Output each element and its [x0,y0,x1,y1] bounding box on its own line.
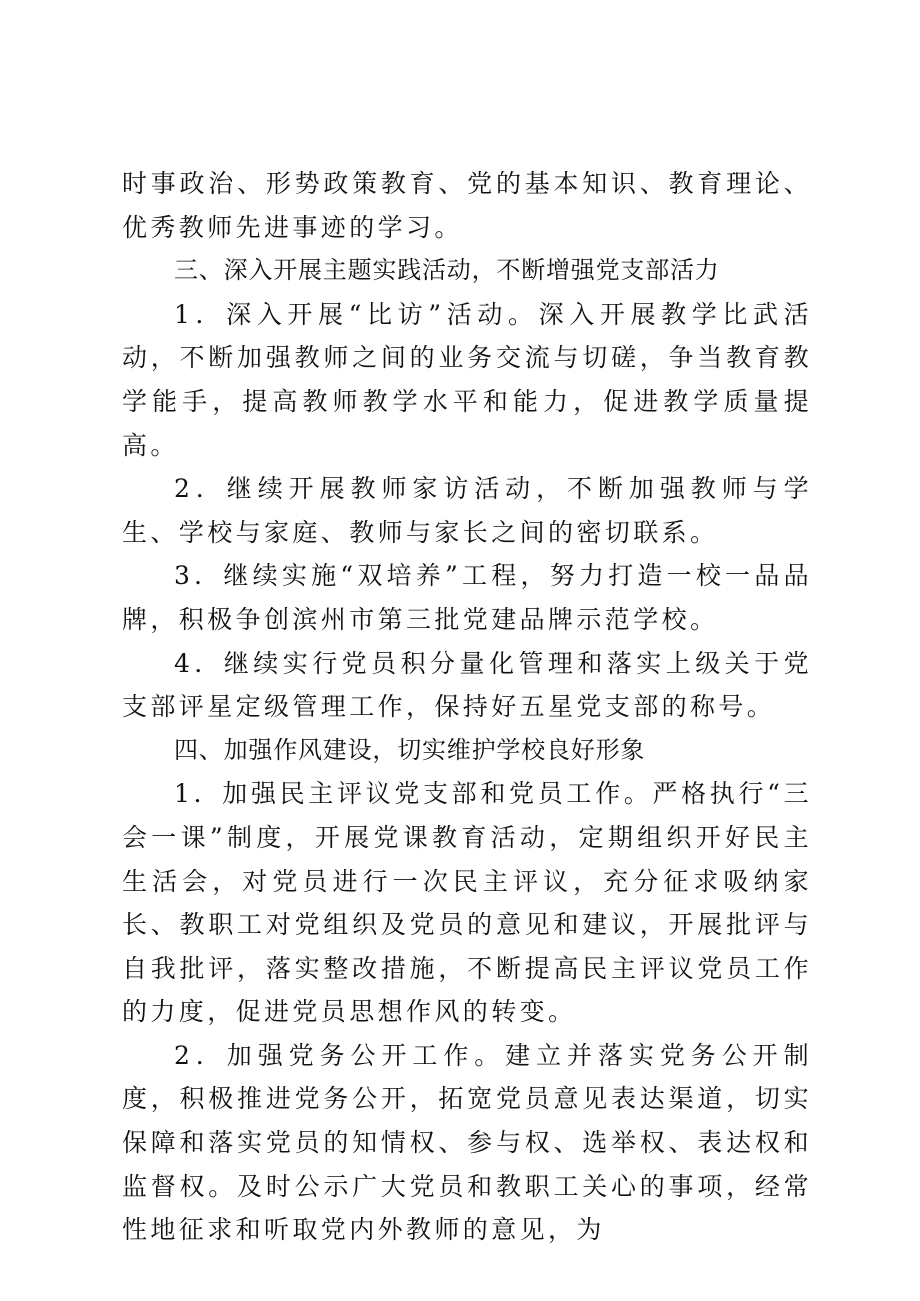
body-paragraph: 2．加强党务公开工作。建立并落实党务公开制度，积极推进党务公开，拓宽党员意见表达渠道，切实保障和落实党员的知情权、参与权、选举权、表达权和监督权。及时公示广大党员和教职工关心的事项，经常性地征求和听取党内外教师的意见，为 [122,1040,812,1245]
document-body [122,162,812,1252]
section-heading: 三、深入开展主题实践活动，不断增强党支部活力 [174,256,720,285]
body-paragraph: 1．加强民主评议党支部和党员工作。严格执行“三会一课”制度，开展党课教育活动，定期组织开好民主生活会，对党员进行一次民主评议，充分征求吸纳家长、教职工对党组织及党员的意见和建议，开展批评与自我批评，落实整改措施，不断提高民主评议党员工作的力度，促进党员思想作风的转变。 [122,779,812,1027]
body-paragraph: 时事政治、形势政策教育、党的基本知识、教育理论、优秀教师先进事迹的学习。 [122,169,812,242]
body-paragraph: 3．继续实施“双培养”工程，努力打造一校一品品牌，积极争创滨州市第三批党建品牌示范学校。 [122,561,812,634]
body-paragraph: 4．继续实行党员积分量化管理和落实上级关于党支部评星定级管理工作，保持好五星党支部的称号。 [122,648,812,722]
body-paragraph: 2．继续开展教师家访活动，不断加强教师与学生、学校与家庭、教师与家长之间的密切联系。 [122,474,812,547]
section-heading: 四、加强作风建设，切实维护学校良好形象 [174,735,646,764]
body-paragraph: 1．深入开展“比访”活动。深入开展教学比武活动，不断加强教师之间的业务交流与切磋，争当教育教学能手，提高教师教学水平和能力，促进教学质量提高。 [122,299,812,460]
